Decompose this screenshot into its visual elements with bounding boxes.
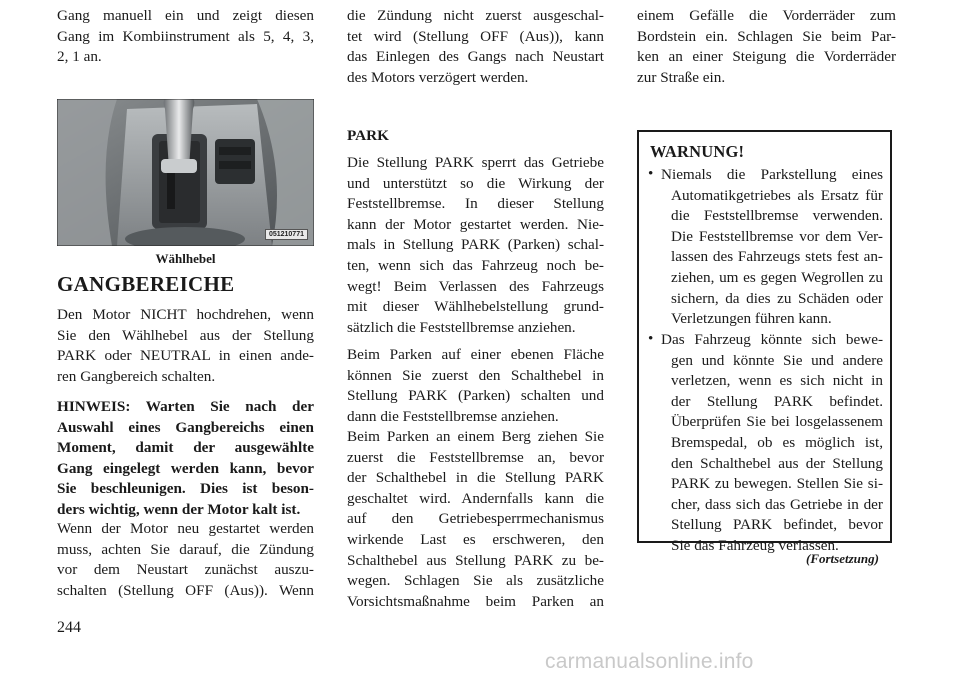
text-line: Feststellbremse. In dieser Stellung — [347, 195, 604, 213]
text-line: PARK zu bewegen. Stellen Sie si- — [671, 475, 883, 493]
text-line: schalten (Stellung OFF (Aus)). Wenn — [57, 581, 314, 599]
text-line: sichern, da dies zu Schäden oder — [671, 289, 883, 307]
photo-caption: Wählhebel — [155, 251, 216, 266]
text-line: Vorsichtsmaßnahme beim Parken an — [347, 592, 604, 610]
text-line: Gang manuell ein und zeigt diesen — [57, 7, 314, 24]
text-line: Beim Parken auf einer ebenen Fläche — [347, 346, 604, 363]
bullet-1-marker: • — [648, 165, 654, 182]
text-line: Wenn der Motor neu gestartet werden — [57, 520, 314, 537]
text-line: dann die Feststellbremse anziehen. — [347, 407, 559, 425]
text-line: ders wichtig, wenn der Motor kalt ist. — [57, 500, 301, 518]
text-line: mals in Stellung PARK (Parken) schal- — [347, 236, 604, 254]
page-number: 244 — [57, 619, 81, 636]
paragraph-ignition — [347, 6, 604, 88]
text-line: Stellung PARK (Parken) schalten und — [347, 387, 604, 405]
section-heading: GANGBEREICHE — [57, 272, 235, 296]
text-line: ren Gangbereich schalten. — [57, 367, 216, 385]
warning-bullet-2 — [661, 330, 883, 557]
text-line: Beim Parken an einem Berg ziehen Sie — [347, 428, 604, 445]
text-line: vor dem Neustart zunächst auszu- — [57, 561, 314, 579]
text-line: Das Fahrzeug könnte sich bewe- — [661, 331, 883, 348]
paragraph-wheels — [637, 6, 896, 88]
text-line: zuerst die Feststellbremse an, bevor — [347, 448, 604, 466]
warning-bullet-1 — [661, 165, 883, 330]
intro-paragraph — [57, 6, 314, 68]
text-line: Den Motor NICHT hochdrehen, wenn — [57, 306, 314, 323]
text-line: einem Gefälle die Vorderräder zum — [637, 7, 896, 24]
text-line: tet wird (Stellung OFF (Aus)), kann — [347, 27, 604, 45]
text-line: wirkende Last es erschweren, den — [347, 530, 604, 548]
text-line: Sie das Fahrzeug verlassen. — [671, 536, 839, 554]
text-line: mit dieser Wählhebelstellung grund- — [347, 298, 604, 316]
text-line: der Schalthebel in die Stellung PARK — [347, 469, 604, 487]
text-line: können Sie zuerst den Schalthebel in — [347, 366, 604, 384]
text-line: wegt! Beim Verlassen des Fahrzeugs — [347, 277, 604, 295]
text-line: die Feststellbremse verwenden. — [671, 207, 883, 225]
text-line: Gang eingelegt werden kann, bevor — [57, 459, 314, 477]
text-line: zur Straße ein. — [637, 68, 726, 86]
text-line: Schalthebel aus Stellung PARK zu be- — [347, 551, 604, 569]
text-line: der Stellung PARK befindet. — [671, 392, 883, 410]
text-line: lassen des Fahrzeugs stets fest an- — [671, 248, 883, 266]
text-line: das Einlegen des Gangs nach Neustart — [347, 48, 604, 66]
text-line: Automatikgetriebes als Ersatz für — [671, 186, 883, 204]
text-line: cher, dass sich das Getriebe in der — [671, 495, 883, 513]
note-paragraph — [57, 397, 314, 521]
text-line: PARK oder NEUTRAL in einen ande- — [57, 347, 314, 365]
text-line: ziehen, um es gegen Wegrollen zu — [671, 268, 883, 286]
paragraph-rpm — [57, 305, 314, 387]
gear-selector-photo — [57, 99, 314, 246]
text-line: ten, wenn sich das Fahrzeug noch be- — [347, 256, 604, 274]
bullet-2-marker: • — [648, 330, 654, 347]
text-line: verletzen, wenn es sich nicht in — [671, 372, 883, 390]
text-line: und unterstützt so die Wirkung der — [347, 174, 604, 192]
paragraph-park — [347, 153, 604, 338]
text-line: muss, achten Sie darauf, die Zündung — [57, 540, 314, 558]
text-line: Niemals die Parkstellung eines — [661, 166, 883, 183]
text-line: die Zündung nicht zuerst ausgeschal- — [347, 7, 604, 24]
gear-selector-illustration — [57, 99, 314, 246]
text-line: Bremspedal, ob es möglich ist, — [671, 433, 883, 451]
text-line: Moment, damit der ausgewählte — [57, 439, 314, 457]
text-line: des Motors verzögert werden. — [347, 68, 529, 86]
photo-id-label: 051210771 — [265, 229, 308, 240]
park-subheading: PARK — [347, 127, 389, 144]
text-line: kann der Motor gestartet werden. Nie- — [347, 215, 604, 233]
text-line: 2, 1 an. — [57, 48, 102, 66]
paragraph-restart — [57, 519, 314, 601]
paragraph-hill-parking — [347, 427, 604, 612]
text-line: Sie beschleunigen. Dies ist beson- — [57, 480, 314, 498]
text-line: Sie den Wählhebel aus der Stellung — [57, 326, 314, 344]
text-line: Die Feststellbremse vor dem Ver- — [671, 227, 883, 245]
text-line: Überprüfen Sie bei losgelassenem — [671, 413, 883, 431]
text-line: wegen. Schlagen Sie als zusätzliche — [347, 572, 604, 590]
text-line: HINWEIS: Warten Sie nach der — [57, 398, 314, 415]
text-line: geschaltet wird. Andernfalls kann die — [347, 489, 604, 507]
text-line: Auswahl eines Gangbereichs einen — [57, 418, 314, 436]
text-line: den Schalthebel aus der Stellung — [671, 454, 883, 472]
text-line: ken an einer Steigung die Vorderräder — [637, 48, 896, 66]
text-line: gen und könnte Sie und andere — [671, 351, 883, 369]
text-line: Verletzungen führen kann. — [671, 310, 832, 328]
warning-title: WARNUNG! — [650, 142, 745, 161]
paragraph-flat-parking — [347, 345, 604, 427]
text-line: Gang im Kombiinstrument als 5, 4, 3, — [57, 27, 314, 45]
text-line: Bordstein ein. Schlagen Sie beim Par- — [637, 27, 896, 45]
text-line: sätzlich die Feststellbremse anziehen. — [347, 318, 576, 336]
text-line: Stellung PARK befindet, bevor — [671, 516, 883, 534]
text-line: auf den Getriebesperrmechanismus — [347, 510, 604, 528]
text-line: Die Stellung PARK sperrt das Getriebe — [347, 154, 604, 171]
watermark: carmanualsonline.info — [545, 650, 754, 673]
continuation-note: (Fortsetzung) — [806, 551, 879, 566]
warning-box — [637, 130, 892, 554]
